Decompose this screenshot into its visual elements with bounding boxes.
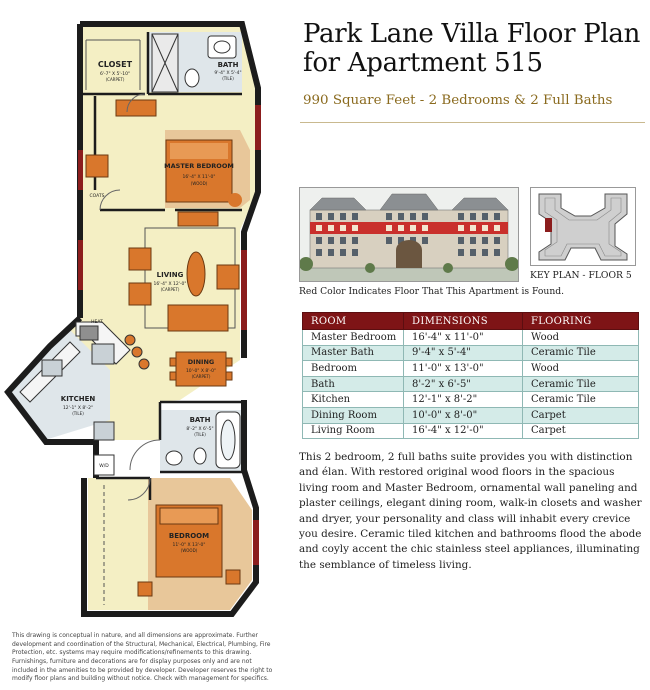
coats-label: COATS	[89, 194, 105, 199]
room-cell: Kitchen	[303, 392, 404, 408]
room-cell: Bedroom	[303, 361, 404, 377]
flooring-cell: Wood	[523, 361, 639, 377]
flooring-cell: Ceramic Tile	[523, 392, 639, 408]
dimensions-cell: 12'-1" x 8'-2"	[404, 392, 523, 408]
kitchen-label: KITCHEN	[60, 395, 96, 403]
master-bath-floor: (TILE)	[222, 76, 234, 81]
dimensions-cell: 10'-0" x 8'-0"	[404, 407, 523, 423]
room-cell: Living Room	[303, 423, 404, 439]
page-title: Park Lane Villa Floor Plan for Apartment 515	[303, 19, 641, 78]
table-row	[303, 392, 639, 408]
flooring-cell: Carpet	[523, 407, 639, 423]
kitchen-dims: 12'-1" X 8'-2"	[62, 406, 94, 411]
dimensions-cell: 9'-4" x 5'-4"	[404, 345, 523, 361]
column-header-dimensions: DIMENSIONS	[404, 313, 523, 330]
dining-floor: (CARPET)	[191, 374, 211, 379]
master-bath-dims: 9'-4" X 5'-4"	[214, 71, 242, 76]
bath-floor: (TILE)	[194, 432, 206, 437]
table-row	[303, 376, 639, 392]
dimensions-cell: 8'-2" x 6'-5"	[404, 376, 523, 392]
living-dims: 16'-4" X 12'-0"	[153, 282, 187, 287]
master-bedroom-floor: (WOOD)	[190, 181, 208, 186]
dining-dims: 10'-0" X 8'-0"	[185, 369, 217, 374]
room-cell: Master Bath	[303, 345, 404, 361]
bath-dims: 8'-2" X 6'-5"	[186, 427, 214, 432]
building-illustration	[299, 187, 519, 282]
kitchen-floor: (TILE)	[72, 411, 84, 416]
master-bedroom-label: MASTER BEDROOM	[164, 162, 234, 170]
dimensions-cell: 11'-0" x 13'-0"	[404, 361, 523, 377]
closet-floor: (CARPET)	[105, 77, 125, 82]
building-caption: Red Color Indicates Floor That This Apartment is Found.	[299, 286, 565, 297]
column-header-flooring: FLOORING	[523, 313, 639, 330]
page-subtitle: 990 Square Feet - 2 Bedrooms & 2 Full Baths	[303, 93, 613, 108]
table-header-row	[303, 313, 639, 330]
dimensions-cell: 16'-4" x 12'-0"	[404, 423, 523, 439]
keyplan-caption: KEY PLAN - FLOOR 5	[530, 270, 632, 281]
disclaimer-text: This drawing is conceptual in nature, and all dimensions are approximate. Further development and coordination of the Structural, Mechanical, Electrical, Plumbing, Fire Protection, etc. systems may require modifications/refinements to this drawing. Furnishings, furniture and decorations are for display purposes only and are not included in the amenities to be provided by developer. Developer reserves the right to modify floor plans and building without notice. Check with management for specifics.	[12, 632, 273, 683]
table-row	[303, 345, 639, 361]
flooring-cell: Wood	[523, 330, 639, 346]
room-cell: Bath	[303, 376, 404, 392]
dining-label: DINING	[187, 358, 215, 366]
column-header-room: ROOM	[303, 313, 404, 330]
bedroom-label: BEDROOM	[168, 532, 210, 540]
floor-plan	[0, 0, 290, 690]
flooring-cell: Carpet	[523, 423, 639, 439]
room-cell: Master Bedroom	[303, 330, 404, 346]
flooring-cell: Ceramic Tile	[523, 376, 639, 392]
master-bath-label: BATH	[217, 61, 239, 69]
flooring-cell: Ceramic Tile	[523, 345, 639, 361]
bedroom-floor: (WOOD)	[180, 548, 198, 553]
closet-label: CLOSET	[97, 60, 133, 69]
description-paragraph: This 2 bedroom, 2 full baths suite provides you with distinction and élan. With restored original wood floors in the spacious living room and Master Bedroom, ornamental wall paneling and plaster ceilings, elegant dining room, walk-in closets and washer and dryer, your personality and class will inhabit every crevice you desire. Ceramic tiled kitchen and bathrooms flood the abode and coyly accent the chic stainless steel appliances, illuminating the semblance of timeless living.	[299, 451, 642, 571]
room-cell: Dining Room	[303, 407, 404, 423]
wd-label: W/D	[99, 464, 109, 469]
key-plan	[530, 187, 636, 266]
bath-label: BATH	[189, 416, 211, 424]
table-row	[303, 361, 639, 377]
master-bedroom-dims: 16'-4" X 11'-0"	[182, 175, 216, 180]
table-row	[303, 423, 639, 439]
table-row	[303, 330, 639, 346]
living-label: LIVING	[156, 271, 184, 279]
table-row	[303, 407, 639, 423]
room-dimensions-table	[302, 312, 639, 439]
heat-label: HEAT	[91, 320, 103, 325]
divider	[300, 122, 645, 123]
living-floor: (CARPET)	[160, 287, 180, 292]
bedroom-dims: 11'-0" X 13'-0"	[172, 543, 206, 548]
closet-dims: 6'-7" X 5'-10"	[99, 72, 131, 77]
dimensions-cell: 16'-4" x 11'-0"	[404, 330, 523, 346]
